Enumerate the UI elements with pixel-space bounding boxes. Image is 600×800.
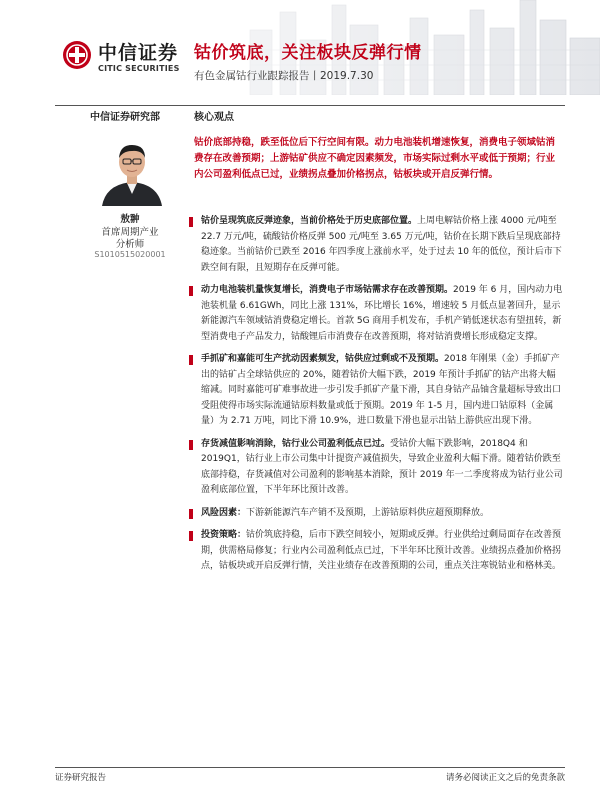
bullet-marker-icon bbox=[189, 355, 193, 365]
bullet-lead: 动力电池装机量恢复增长，消费电子市场钴需求存在改善预期。 bbox=[201, 285, 454, 295]
report-subtitle: 有色金属钴行业跟踪报告丨2019.7.30 bbox=[194, 70, 374, 82]
brand-name-english: CITIC SECURITIES bbox=[98, 64, 180, 73]
list-item bbox=[188, 506, 564, 522]
top-divider bbox=[55, 105, 565, 106]
report-header bbox=[0, 0, 600, 95]
analyst-certificate-number: S1010515020001 bbox=[94, 250, 166, 259]
bottom-divider bbox=[55, 767, 565, 768]
bullet-marker-icon bbox=[189, 217, 193, 227]
research-dept-heading: 中信证券研究部 bbox=[90, 112, 160, 123]
bullet-list bbox=[188, 214, 564, 582]
bullet-marker-icon bbox=[189, 440, 193, 450]
bullet-lead: 钴价呈现筑底反弹迹象，当前价格处于历史底部位置。 bbox=[201, 216, 418, 226]
bullet-text: 2019 年 6 月，国内动力电池装机量 6.61GWh，同比上涨 131%，环比增长 16%，增速较 5 月低点显著回升，显示新能源汽车领域钴消费稳定增长。首款 5G 商用手机发布，手机产销低迷状态有望扭转，新型消费电子产品发力，钴酸锂后市消费存在改善预期，将对钴消费增长形成稳定支撑。 bbox=[201, 285, 563, 342]
bullet-lead: 手抓矿和嘉能可生产扰动因素频发，钴供应过剩或不及预期。 bbox=[201, 354, 445, 364]
footer-report-type: 证券研究报告 bbox=[55, 773, 107, 783]
bullet-marker-icon bbox=[189, 509, 193, 519]
bullet-text: 下游新能源汽车产销不及预期，上游钴原料供应超预期释放。 bbox=[246, 507, 490, 518]
list-item bbox=[188, 437, 564, 499]
footer-disclaimer: 请务必阅读正文之后的免责条款 bbox=[445, 773, 565, 783]
brand-name: 中信证券 bbox=[98, 42, 179, 64]
core-views-heading: 核心观点 bbox=[194, 112, 234, 123]
report-title: 钴价筑底，关注板块反弹行情 bbox=[194, 43, 422, 63]
list-item bbox=[188, 528, 564, 575]
bullet-text: 钴价筑底持稳，后市下跌空间较小，短期或反弹。行业供给过剩局面存在改善预期，供需格局修复；行业内公司盈利低点已过，下半年环比预计改善。业绩拐点叠加价格拐点，钴板块或开启反弹行情，关注业绩存在改善预期的公司，重点关注寒锐钴业和格林美。 bbox=[201, 530, 562, 571]
analyst-title: 分析师 bbox=[115, 239, 145, 250]
citic-logo-icon bbox=[62, 40, 92, 70]
analyst-field: 首席周期产业 bbox=[101, 227, 159, 238]
list-item bbox=[188, 283, 564, 345]
bullet-marker-icon bbox=[189, 286, 193, 296]
list-item bbox=[188, 352, 564, 430]
analyst-photo bbox=[96, 138, 168, 206]
core-summary: 钴价底部持稳，跌至低位后下行空间有限。动力电池装机增速恢复，消费电子领域钴消费存在改善预期；上游钴矿供应不确定因素频发，市场实际过剩水平或低于预期；行业内公司盈利低点已过，业绩拐点叠加价格拐点，钴板块或开启反弹行情。 bbox=[194, 137, 556, 180]
bullet-lead: 风险因素： bbox=[201, 507, 247, 518]
bullet-marker-icon bbox=[189, 531, 193, 541]
bullet-lead: 存货减值影响消除，钴行业公司盈利低点已过。 bbox=[201, 438, 391, 449]
bullet-text: 上周电解钴价格上涨 4000 元/吨至 22.7 万元/吨，硫酸钴价格反弹 500 元/吨至 3.65 万元/吨，钴价在长期下跌后呈现底部持稳迹象。当前钴价已跌至 2016 年四季度上涨前水平，处于过去 10 年的低位，预计后市下跌空间有限，且短期存在反弹可能。 bbox=[201, 216, 562, 273]
analyst-name: 敖翀 bbox=[120, 214, 140, 225]
bullet-text: 2018 年刚果（金）手抓矿产出的钴矿占全球钴供应的 20%，随着钴价大幅下跌，2019 年预计手抓矿的钴产出将大幅缩减。同时嘉能可矿难事故进一步引发手抓矿产量下滑，其自身钴产品铀含量超标导致出口受阻使得市场实际流通钴原料数量或低于预期。2019 年 1-5 月，国内进口钴原料（金属量）为 2.71 万吨，同比下滑 10.9%，进口数量下滑也显示出钴上游供应出现下滑。 bbox=[201, 354, 562, 426]
bullet-lead: 投资策略： bbox=[201, 530, 247, 540]
list-item bbox=[188, 214, 564, 276]
bullet-text: 受钴价大幅下跌影响，2018Q4 和 2019Q1，钴行业上市公司集中计提资产减值损失，导致企业盈利大幅下滑。随着钴价跌至底部持稳，存货减值对公司盈利的影响基本消除，预计 2019 年一二季度将成为钴行业公司盈利底部位置，下半年环比预计改善。 bbox=[201, 438, 563, 495]
